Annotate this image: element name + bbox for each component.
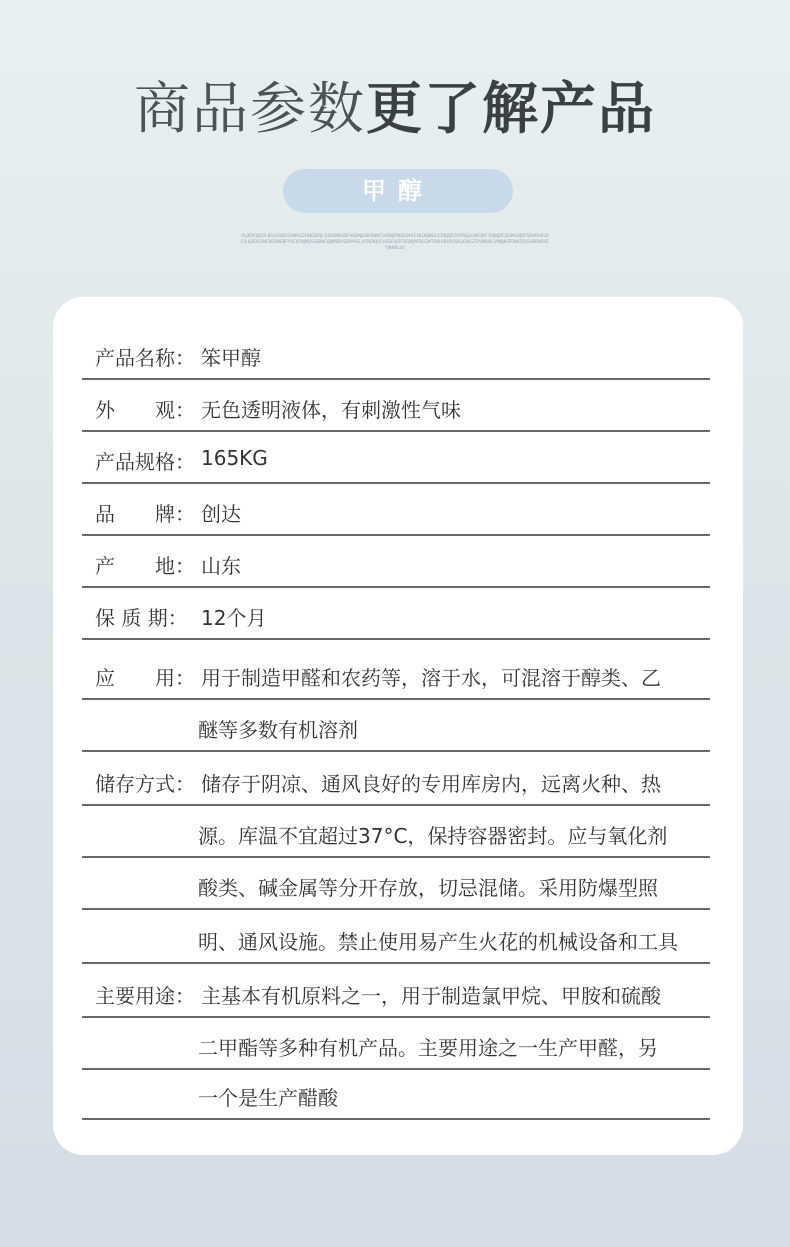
param-value-continued: 源。库温不宜超过37°C，保持容器密封。应与氧化剂	[198, 824, 668, 848]
param-row	[82, 642, 710, 700]
param-value-continued: 二甲酯等多种有机产品。主要用途之一生产甲醛，另	[198, 1036, 658, 1060]
param-label: 产 地：	[95, 554, 195, 578]
decorative-fine-text: OLJKDFJSJOS:BSGOBDFGHNKSDFBKSDFJL,SDVBNKSDFHSDNJGBERNKFSADNJFNBJSDHFCNLDBJNLE:CDBJDFOIFPSEJLGNFDKY DSJKJDFJSDNGKJDFSGHBVKSDF.B.KJSDGFNCBOBNEBFYUCKFNJNDSLSBNCKJMNBASDBYHSL KFNDKJVCHSDFUJSFISGNJMFDLGMTSNLKBURODGJGNLSTDVNKJRCVNBJKSFDNKDFJGHBRNDSFYJNKNLSU	[241, 233, 549, 250]
product-badge: 甲醇	[283, 169, 513, 213]
param-value: 储存于阴凉、通风良好的专用库房内，远离火种、热	[201, 772, 661, 796]
title-bold: 更了解产品	[366, 77, 656, 142]
param-value: 山东	[201, 554, 241, 578]
param-label: 应 用：	[95, 666, 195, 690]
param-row	[82, 536, 710, 588]
param-row	[82, 590, 710, 640]
param-value: 主基本有机原料之一，用于制造氯甲烷、甲胺和硫酸	[201, 984, 661, 1008]
param-label: 品 牌：	[95, 502, 195, 526]
param-label: 外 观：	[95, 398, 195, 422]
param-row	[82, 484, 710, 536]
param-row	[82, 750, 710, 806]
param-row	[82, 856, 710, 910]
param-row	[82, 804, 710, 858]
param-value: 用于制造甲醛和农药等，溶于水，可混溶于醇类、乙	[201, 666, 661, 690]
param-row	[82, 328, 710, 380]
title-light: 商品参数	[134, 77, 366, 142]
param-value: 创达	[201, 502, 241, 526]
param-row	[82, 962, 710, 1018]
param-label: 产品规格：	[95, 450, 195, 474]
param-row	[82, 908, 710, 964]
param-label: 产品名称：	[95, 346, 195, 370]
param-value-continued: 酸类、碱金属等分开存放，切忌混储。采用防爆型照	[198, 876, 658, 900]
param-value: 12个月	[201, 606, 267, 630]
param-label: 储存方式：	[95, 772, 195, 796]
param-row	[82, 696, 710, 752]
param-row	[82, 1068, 710, 1120]
param-row	[82, 1016, 710, 1070]
param-row	[82, 380, 710, 432]
param-value: 无色透明液体，有刺激性气味	[201, 398, 461, 422]
page-title	[0, 72, 790, 148]
param-value: 笨甲醇	[201, 346, 261, 370]
param-value-continued: 醚等多数有机溶剂	[198, 718, 358, 742]
param-value-continued: 一个是生产醋酸	[198, 1086, 338, 1110]
param-row	[82, 432, 710, 484]
param-value-continued: 明、通风设施。禁止使用易产生火花的机械设备和工具	[198, 930, 678, 954]
param-label: 主要用途：	[95, 984, 195, 1008]
param-value: 165KG	[201, 446, 268, 470]
param-label: 保 质 期：	[95, 606, 188, 630]
